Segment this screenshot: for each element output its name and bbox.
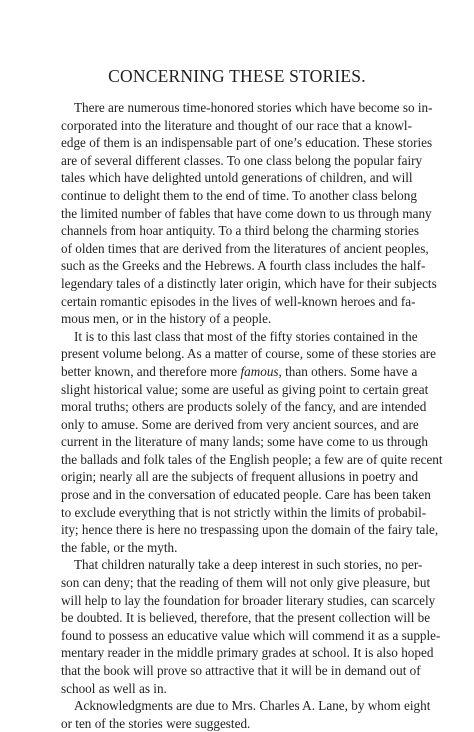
text-line: prose and in the conversation of educated people. Care has been taken bbox=[61, 487, 431, 503]
text-line: the limited number of fables that have come down to us through many bbox=[61, 205, 432, 221]
text-line: that the book will prove so attractive that it will be in demand out of bbox=[61, 663, 421, 678]
text-line: Acknowledgments are due to Mrs. Charles A. Lane, by whom eight bbox=[74, 698, 431, 714]
emphasis-word: famous bbox=[240, 363, 279, 379]
text-line: continue to delight them to the end of time. To another class belong bbox=[61, 187, 417, 203]
text-line: ity; hence there is here no trespassing upon the domain of the fairy tale, bbox=[61, 522, 439, 538]
text-line: moral truths; others are products solely of the fancy, and are intended bbox=[61, 399, 427, 415]
paragraph-2 bbox=[61, 328, 443, 557]
text-line: present volume belong. As a matter of course, some of these stories are bbox=[61, 346, 436, 362]
text-line: current in the literature of many lands; some have come to us through bbox=[61, 434, 428, 450]
text-run: better known, and therefore more bbox=[61, 363, 241, 379]
text-line: There are numerous time-honored stories which have become so in- bbox=[74, 100, 433, 115]
text-line: son can deny; that the reading of them will not only give pleasure, but bbox=[61, 575, 431, 591]
text-line: certain romantic episodes in the lives of well-known heroes and fa- bbox=[61, 293, 416, 309]
text-line: mous men, or in the history of a people. bbox=[61, 311, 272, 327]
text-line: mentary reader in the middle primary grades at school. It is also hoped bbox=[61, 645, 434, 661]
text-line: edge of them is an indispensable part of one’s education. These stories bbox=[61, 135, 433, 151]
text-run: , than others. Some have a bbox=[278, 363, 418, 379]
text-line: It is to this last class that most of the fifty stories contained in the bbox=[74, 328, 418, 344]
text-line: only to amuse. Some are derived from very ancient sources, and are bbox=[61, 416, 419, 432]
text-line: or ten of the stories were suggested. bbox=[61, 715, 251, 731]
text-line: corporated into the literature and thought of our race that a knowl- bbox=[61, 117, 412, 133]
text-line: That children naturally take a deep interest in such stories, no per- bbox=[74, 557, 423, 573]
text-line-with-emphasis bbox=[61, 363, 418, 381]
text-line: be doubted. It is believed, therefore, that the present collection will be bbox=[61, 610, 431, 626]
text-line: the ballads and folk tales of the English people; a few are of quite recent bbox=[61, 451, 443, 467]
text-line: to exclude everything that is not strictly within the limits of probabil- bbox=[61, 504, 427, 520]
text-line: such as the Greeks and the Hebrews. A fourth class includes the half- bbox=[61, 258, 426, 274]
text-line: channels from hoar antiquity. To a third belong the charming stories bbox=[61, 223, 419, 239]
paragraph-4 bbox=[61, 697, 431, 732]
text-line: are of several different classes. To one class belong the popular fairy bbox=[61, 152, 423, 168]
text-line: will help to lay the foundation for broader literary studies, can scarcely bbox=[61, 592, 436, 608]
text-line: origin; nearly all are the subjects of frequent allusions in poetry and bbox=[61, 469, 419, 485]
paragraph-1 bbox=[61, 99, 437, 328]
text-line: school as well as in. bbox=[61, 680, 167, 696]
text-line: the fable, or the myth. bbox=[61, 539, 178, 555]
text-line: legendary tales of a distinctly later origin, which have for their subjects bbox=[61, 275, 437, 291]
text-line: tales which have delighted untold generations of children, and will bbox=[61, 170, 413, 186]
body-text bbox=[61, 99, 443, 732]
page-title: CONCERNING THESE STORIES. bbox=[108, 66, 366, 86]
text-line: found to possess an educative value which will commend it as a supple- bbox=[61, 627, 441, 643]
text-line: slight historical value; some are useful as giving point to certain great bbox=[61, 381, 429, 397]
paragraph-3 bbox=[61, 556, 441, 697]
text-line: of olden times that are derived from the literatures of ancient peoples, bbox=[61, 240, 429, 256]
